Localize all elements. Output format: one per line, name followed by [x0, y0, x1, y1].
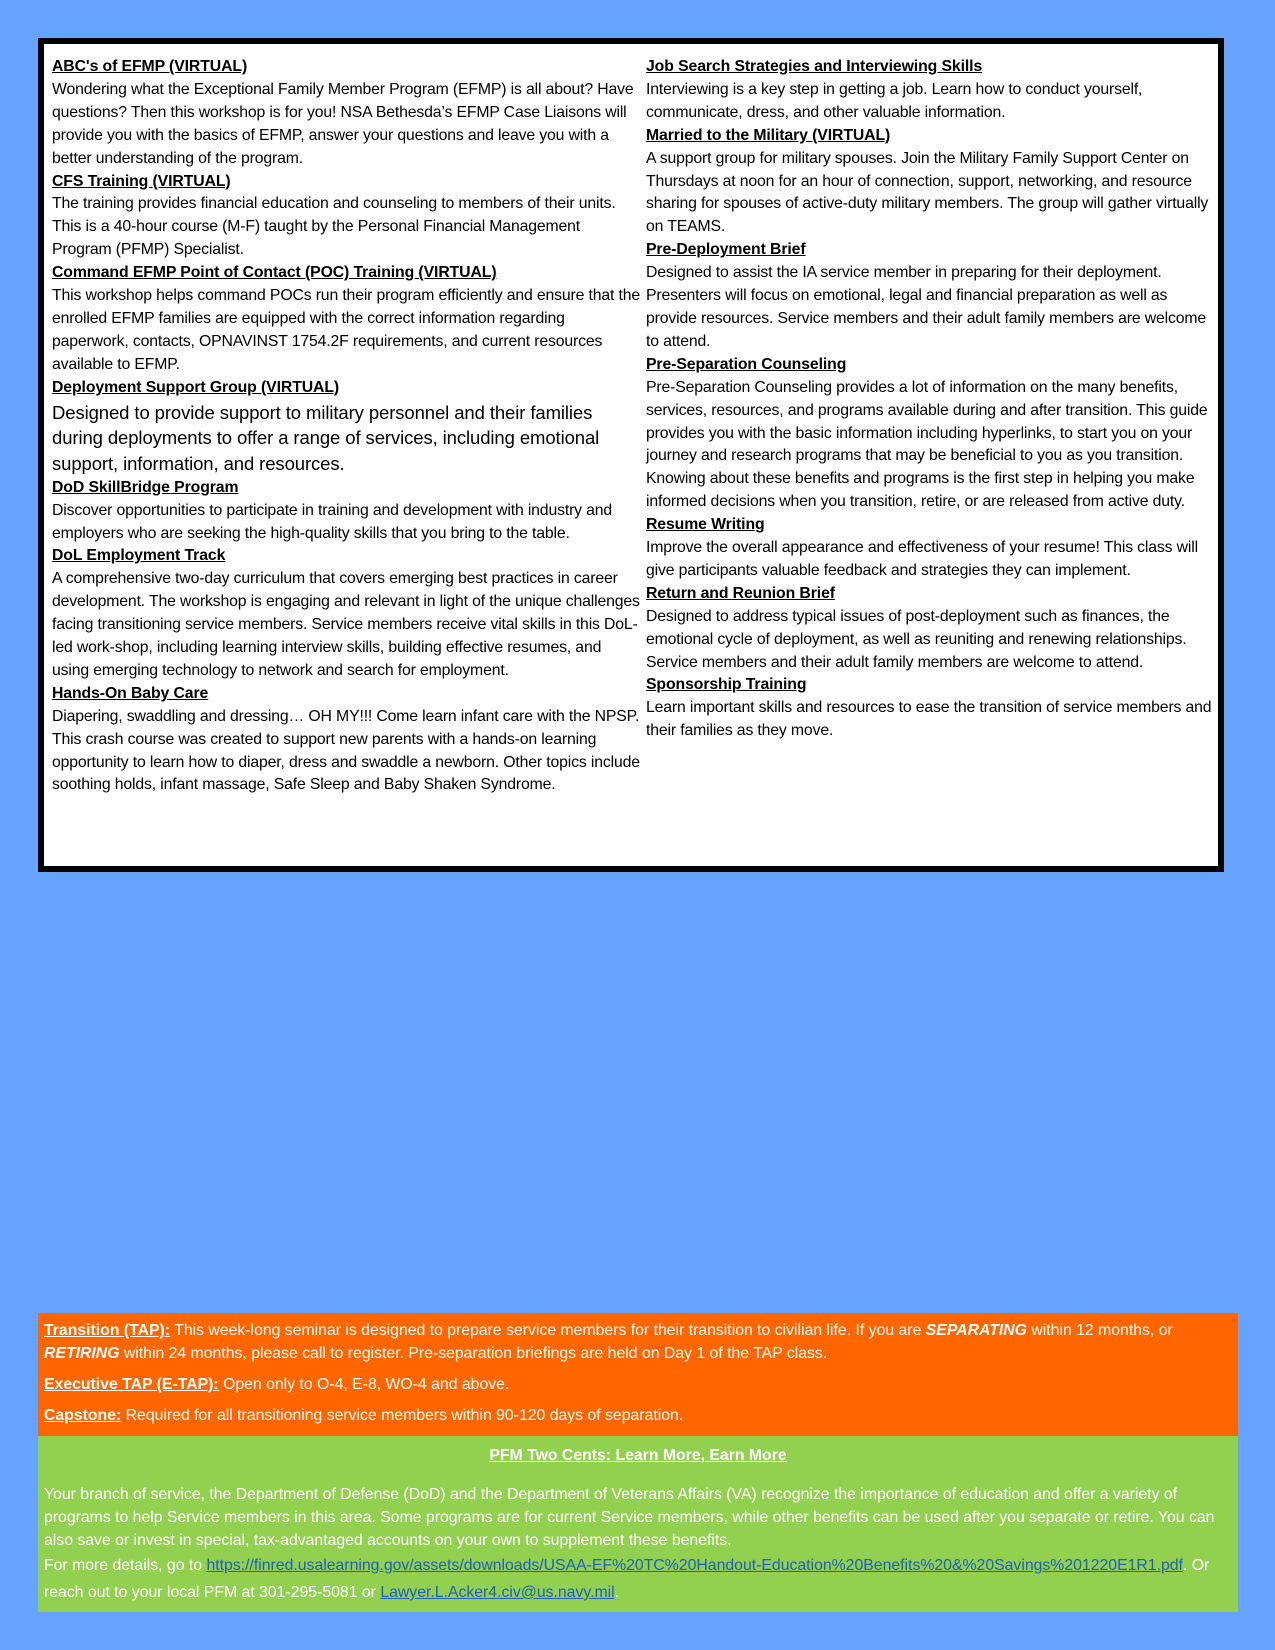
separating-emphasis: SEPARATING [925, 1322, 1027, 1339]
etap-label: Executive TAP (E-TAP): [44, 1376, 219, 1393]
workshops-left-column [52, 56, 642, 797]
workshop-description: Interviewing is a key step in getting a job. Learn how to conduct yourself, communicate, dress, and other valuable information. [646, 80, 1143, 121]
transition-text: within 12 months, or [1031, 1322, 1173, 1339]
pfm-title: PFM Two Cents: Learn More, Earn More [489, 1447, 787, 1464]
workshop-title: Married to the Military (VIRTUAL) [646, 126, 891, 144]
workshop-description: Improve the overall appearance and effectiveness of your resume! This class will give participants valuable feedback and strategies they can implement. [646, 539, 1198, 579]
pfm-details-middle: . Or reach out to your local PFM at 301-295-5081 or [44, 1557, 1210, 1601]
workshop-description: Wondering what the Exceptional Family Member Program (EFMP) is all about? Have questions? Then this workshop is for you! NSA Bethesda’s EFMP Case Liaisons will provide you with the basics of EFMP, answer your questions and leave you with a better understanding of the program. [52, 80, 634, 167]
pfm-details-prefix: For more details, go to [44, 1557, 203, 1574]
transition-paragraph [44, 1319, 1232, 1365]
workshop-title: ABC's of EFMP (VIRTUAL) [52, 58, 248, 75]
workshop-title: Deployment Support Group (VIRTUAL) [52, 378, 340, 396]
pfm-details-end: . [614, 1584, 620, 1601]
workshop-title: DoL Employment Track [52, 547, 226, 565]
workshop-description: Designed to assist the IA service member in preparing for their deployment. Presenters will focus on emotional, legal and financial preparation as well as provide resources. Service members and their adult family members are welcome to attend. [646, 264, 1206, 350]
workshop-item [52, 262, 642, 377]
workshop-title: Return and Reunion Brief [646, 584, 835, 602]
workshop-item [52, 683, 642, 798]
etap-paragraph [44, 1373, 1232, 1396]
workshop-title: Hands-On Baby Care [52, 684, 209, 702]
workshop-title: Sponsorship Training [646, 676, 807, 694]
workshop-title: DoD SkillBridge Program [52, 478, 239, 496]
pfm-two-cents-box [38, 1436, 1238, 1612]
retiring-emphasis: RETIRING [44, 1345, 120, 1362]
workshop-description: This workshop helps command POCs run their program efficiently and ensure that the enrolled EFMP families are equipped with the correct information regarding paperwork, contacts, OPNAVINST 1754.2F requirements, and current resources available to EFMP. [52, 287, 640, 373]
workshop-description: The training provides financial education and counseling to members of their units. This is a 40-hour course (M-F) taught by the Personal Financial Management Program (PFMP) Specialist. [52, 195, 616, 259]
workshop-item [52, 477, 642, 546]
workshop-description: Learn important skills and resources to ease the transition of service members and their families as they move. [646, 699, 1212, 740]
workshop-item [646, 56, 1216, 125]
workshop-item [646, 583, 1216, 675]
workshops-right-column [646, 56, 1216, 743]
workshop-item [646, 354, 1216, 514]
workshop-description: Designed to address typical issues of post-deployment such as finances, the emotional cycle of deployment, as well as reuniting and renewing relationships. Service members and their adult family members are welcome to attend. [646, 607, 1187, 671]
transition-text: This week-long seminar is designed to prepare service members for their transition to civilian life. If you are [174, 1322, 922, 1339]
education-benefits-link[interactable]: https://finred.usalearning.gov/assets/downloads/USAA-EF%20TC%20Handout-Education%20Benefits%20&%20Savings%201220E1R1.pdf [206, 1557, 1183, 1574]
workshop-description: Discover opportunities to participate in training and development with industry and employers who are seeking the high-quality skills that you bring to the table. [52, 501, 613, 542]
workshop-description: A comprehensive two-day curriculum that covers emerging best practices in career development. The workshop is engaging and relevant in light of the unique challenges facing transitioning service members. Service members receive vital skills in this DoL-led work-shop, including learning interview skills, building effective resumes, and using emerging technology to network and search for employment. [52, 570, 640, 679]
workshops-box [38, 38, 1224, 872]
pfm-details [44, 1552, 1232, 1606]
workshop-description: Pre-Separation Counseling provides a lot of information on the many benefits, services, resources, and programs available during and after transition. This guide provides you with the basic information including hyperlinks, to start you on your journey and research programs that may be beneficial to you as you transition. Knowing about these benefits and programs is the first step in helping you make informed decisions when you transition, retire, or are released from active duty. [646, 378, 1208, 511]
workshop-title: Pre-Separation Counseling [646, 355, 847, 373]
workshop-item [52, 377, 642, 477]
workshop-title: Pre-Deployment Brief [646, 241, 806, 259]
workshop-title: CFS Training (VIRTUAL) [52, 172, 231, 190]
pfm-body: Your branch of service, the Department of Defense (DoD) and the Department of Veterans Affairs (VA) recognize the importance of education and offer a variety of programs to help Service members in this area. Some programs are for current Service members, while other benefits can be used after you separate or retire. You can also save or invest in special, tax-advantaged accounts on your own to supplement these benefits. [44, 1486, 1215, 1549]
workshop-item [52, 56, 642, 171]
workshop-item [646, 514, 1216, 583]
workshop-item [52, 545, 642, 682]
workshop-item [646, 674, 1216, 743]
workshop-title: Job Search Strategies and Interviewing Skills [646, 58, 983, 75]
workshop-description: A support group for military spouses. Join the Military Family Support Center on Thursdays at noon for an hour of connection, support, networking, and resource sharing for spouses of active-duty military members. The group will gather virtually on TEAMS. [646, 149, 1209, 236]
workshop-title: Resume Writing [646, 516, 765, 534]
workshop-description: Diapering, swaddling and dressing… OH MY!!! Come learn infant care with the NPSP. This crash course was created to support new parents with a hands-on learning opportunity to learn how to diaper, dress and swaddle a newborn. Other topics include soothing holds, infant massage, Safe Sleep and Baby Shaken Syndrome. [52, 707, 640, 794]
etap-text: Open only to O-4, E-8, WO-4 and above. [223, 1376, 510, 1393]
workshop-item [646, 239, 1216, 354]
workshop-title: Command EFMP Point of Contact (POC) Training (VIRTUAL) [52, 264, 497, 282]
pfm-email-link[interactable]: Lawyer.L.Acker4.civ@us.navy.mil [380, 1584, 615, 1601]
workshop-item [52, 171, 642, 263]
capstone-text: Required for all transitioning service members within 90-120 days of separation. [125, 1407, 684, 1424]
capstone-paragraph [44, 1404, 1232, 1427]
workshop-item [646, 125, 1216, 240]
capstone-label: Capstone: [44, 1407, 122, 1424]
tap-banner [38, 1313, 1238, 1436]
workshop-description: Designed to provide support to military personnel and their families during deployments to offer a range of services, including emotional support, information, and resources. [52, 401, 600, 474]
transition-text: within 24 months, please call to register. Pre-separation briefings are held on Day 1 of the TAP class. [123, 1345, 828, 1362]
transition-label: Transition (TAP): [44, 1322, 171, 1339]
